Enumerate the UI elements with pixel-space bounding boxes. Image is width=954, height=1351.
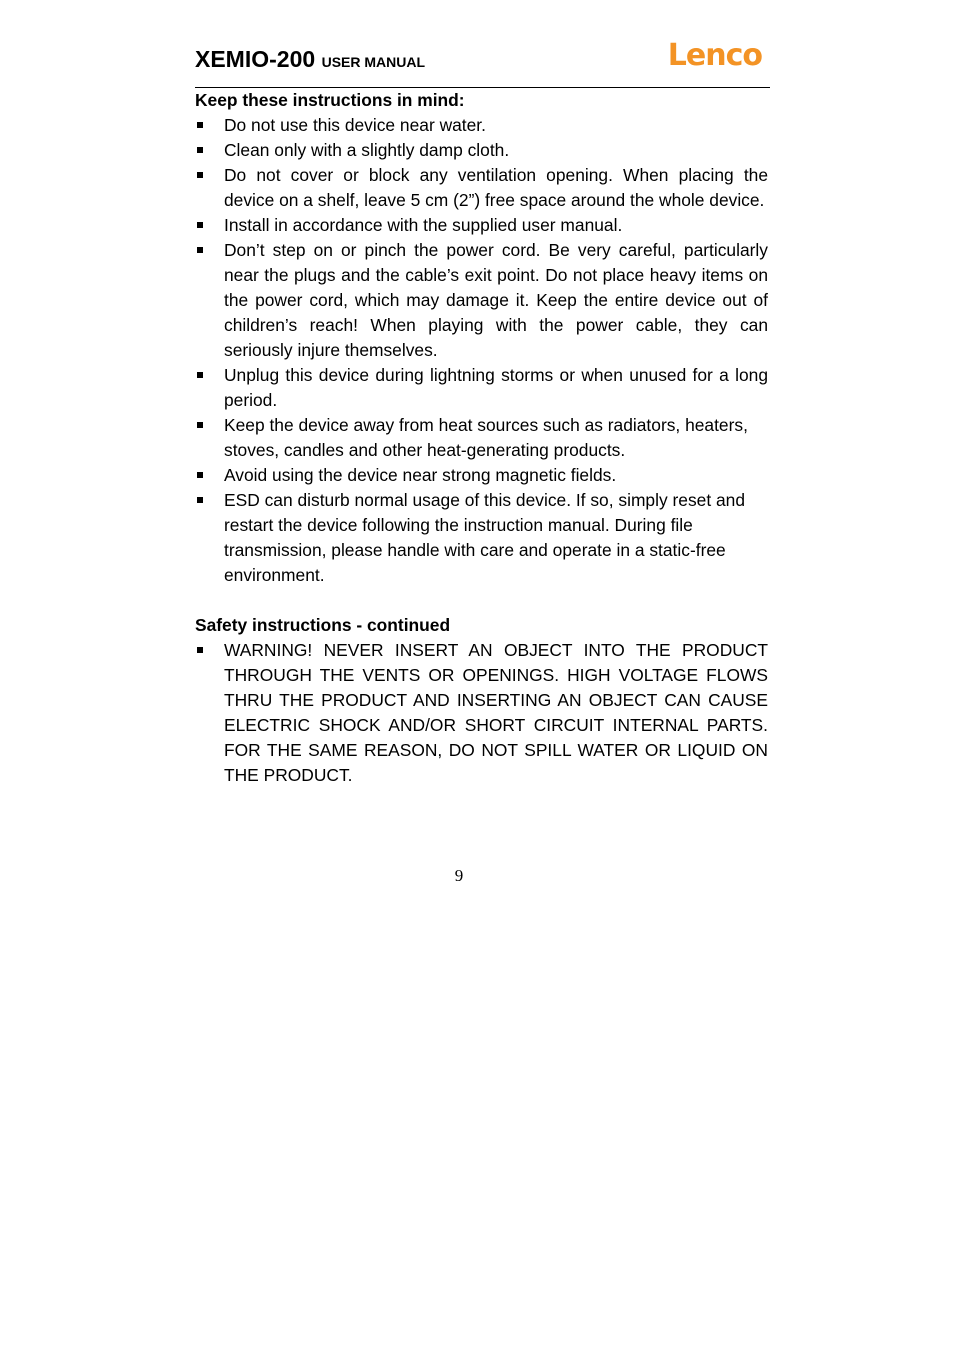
list-item-text: Do not use this device near water. [224, 115, 486, 135]
section-spacer [195, 588, 768, 613]
list-item [195, 363, 768, 413]
lenco-logo: Lenco [667, 38, 762, 73]
square-bullet-icon [197, 422, 203, 428]
square-bullet-icon [197, 647, 203, 653]
square-bullet-icon [197, 122, 203, 128]
list-item-text: Do not cover or block any ventilation opening. When placing the device on a shelf, leave 5 cm (2”) free space around the whole device. [224, 165, 768, 210]
page-content [195, 88, 768, 788]
list-item-text: WARNING! NEVER INSERT AN OBJECT INTO THE PRODUCT THROUGH THE VENTS OR OPENINGS. HIGH VOLTAGE FLOWS THRU THE PRODUCT AND INSERTING AN OBJECT CAN CAUSE ELECTRIC SHOCK AND/OR SHORT CIRCUIT INTERNAL PARTS. FOR THE SAME REASON, DO NOT SPILL WATER OR LIQUID ON THE PRODUCT. [224, 640, 768, 785]
list-item [195, 463, 768, 488]
square-bullet-icon [197, 222, 203, 228]
list-item [195, 488, 768, 588]
section-heading-instructions: Keep these instructions in mind: [195, 90, 465, 110]
list-item-text: Don’t step on or pinch the power cord. Be very careful, particularly near the plugs and the cable’s exit point. Do not place heavy items on the power cord, which may damage it. Keep the entire device out of children’s reach! When playing with the power cable, they can seriously injure themselves. [224, 240, 768, 360]
square-bullet-icon [197, 172, 203, 178]
list-item [195, 163, 768, 213]
list-item-text: Unplug this device during lightning storms or when unused for a long period. [224, 365, 768, 410]
list-item [195, 213, 768, 238]
list-item [195, 238, 768, 363]
list-item-text: Avoid using the device near strong magnetic fields. [224, 465, 617, 485]
page-header [195, 40, 770, 88]
instructions-list [195, 113, 768, 588]
list-item [195, 638, 768, 788]
section-heading-safety: Safety instructions - continued [195, 615, 451, 635]
safety-list [195, 638, 768, 788]
model-name: XEMIO-200 [195, 46, 316, 72]
square-bullet-icon [197, 372, 203, 378]
list-item-text: ESD can disturb normal usage of this device. If so, simply reset and restart the device following the instruction manual. During file transmission, please handle with care and operate in a static-free environment. [224, 490, 745, 585]
list-item-text: Install in accordance with the supplied user manual. [224, 215, 623, 235]
list-item [195, 138, 768, 163]
list-item [195, 113, 768, 138]
page-number: 9 [454, 866, 464, 885]
square-bullet-icon [197, 247, 203, 253]
square-bullet-icon [197, 472, 203, 478]
list-item [195, 413, 768, 463]
document-title [195, 46, 425, 73]
list-item-text: Keep the device away from heat sources such as radiators, heaters, stoves, candles and other heat-generating products. [224, 415, 748, 460]
list-item-text: Clean only with a slightly damp cloth. [224, 140, 510, 160]
square-bullet-icon [197, 147, 203, 153]
manual-subtitle: USER MANUAL [321, 54, 426, 70]
square-bullet-icon [197, 497, 203, 503]
